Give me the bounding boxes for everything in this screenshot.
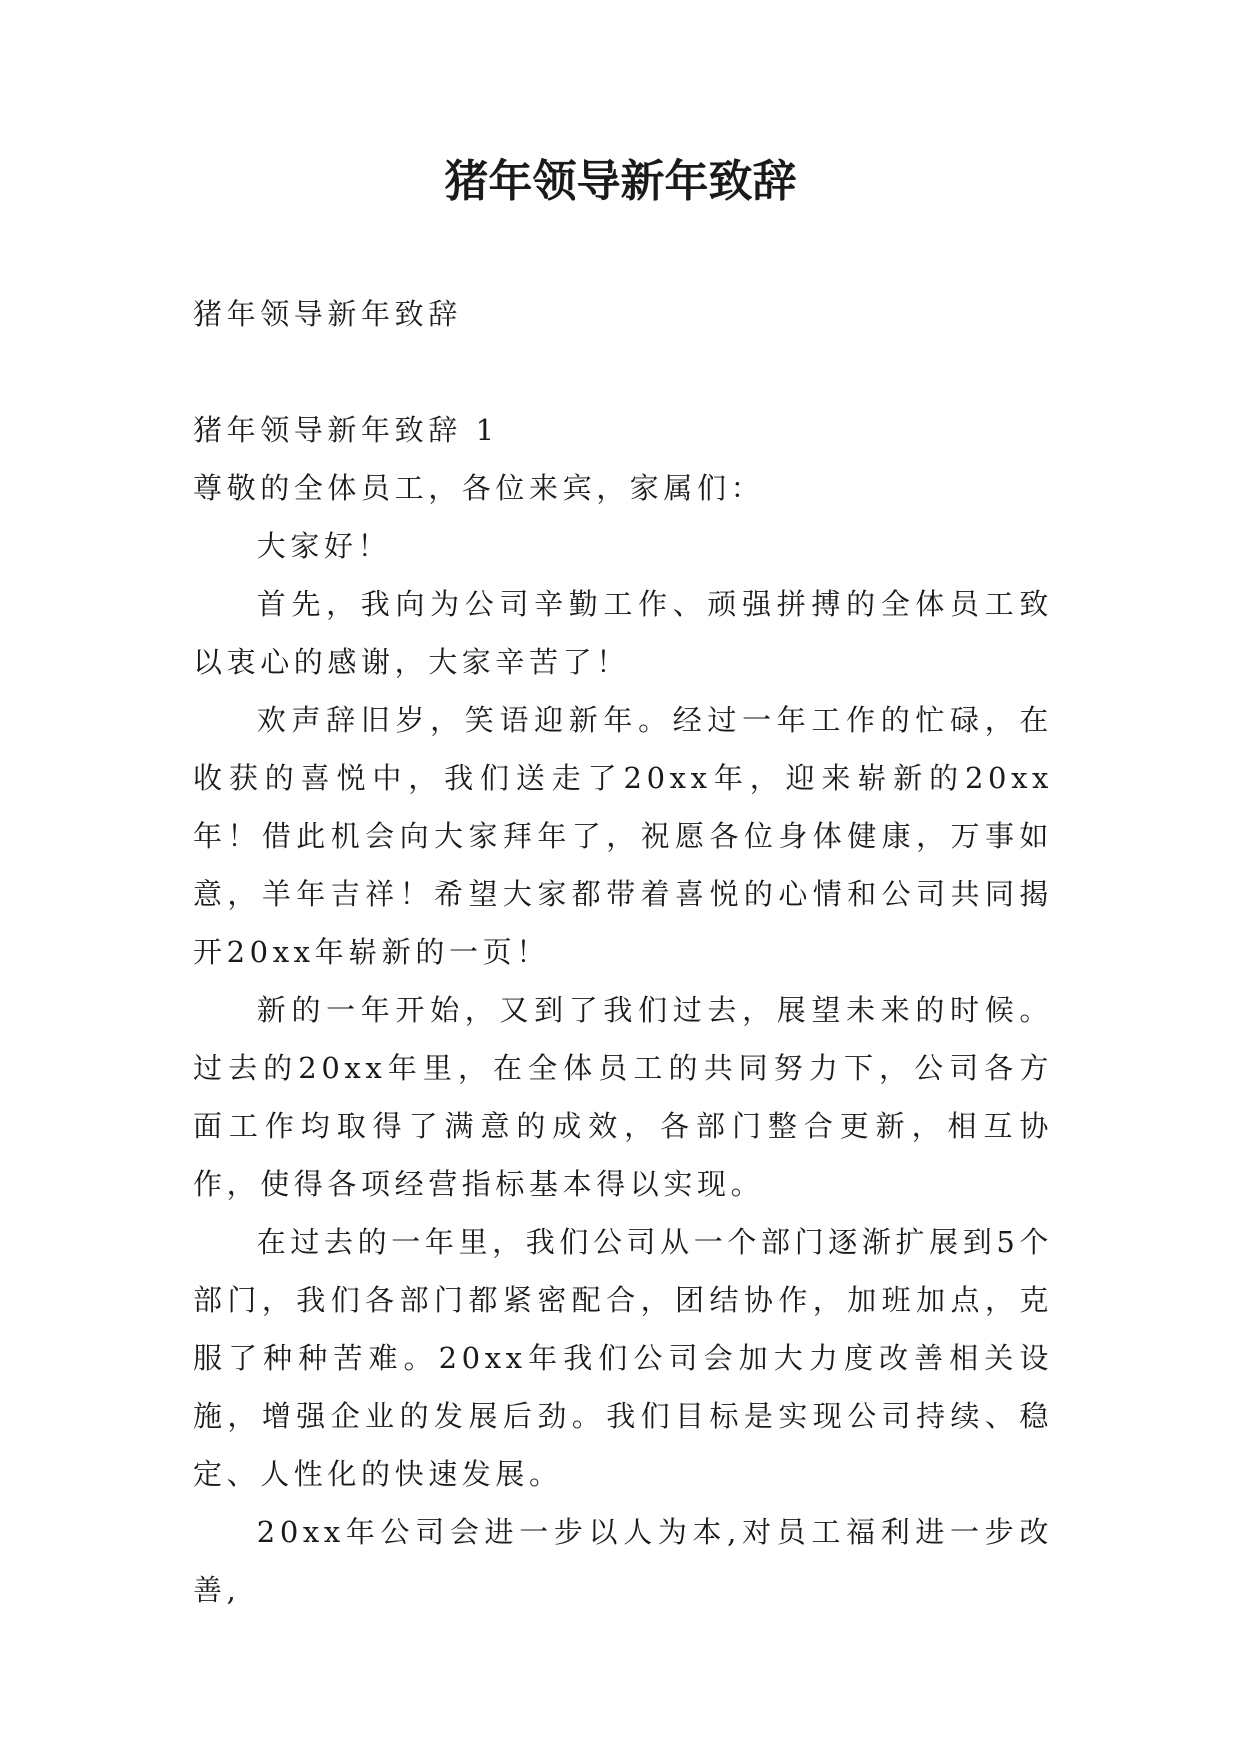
document-title: 猪年领导新年致辞: [444, 156, 797, 207]
paragraph: 在过去的一年里，我们公司从一个部门逐渐扩展到5个部门，我们各部门都紧密配合，团结协作，加班加点，克服了种种苦难。20xx年我们公司会加大力度改善相关设施，增强企业的发展后劲。我们目标是实现公司持续、稳定、人性化的快速发展。: [193, 1225, 1053, 1491]
salutation: 尊敬的全体员工，各位来宾，家属们：: [193, 471, 765, 505]
document-body: [193, 285, 1053, 1619]
paragraph: 20xx年公司会进一步以人为本,对员工福利进一步改善,: [193, 1515, 1053, 1607]
section-heading: 猪年领导新年致辞 1: [193, 413, 499, 447]
paragraph: 欢声辞旧岁，笑语迎新年。经过一年工作的忙碌，在收获的喜悦中，我们送走了20xx年，迎来崭新的20xx年！借此机会向大家拜年了，祝愿各位身体健康，万事如意，羊年吉祥！希望大家都带着喜悦的心情和公司共同揭开20xx年崭新的一页！: [193, 703, 1053, 969]
paragraph: 大家好！: [256, 529, 392, 563]
paragraph: 新的一年开始，又到了我们过去，展望未来的时候。过去的20xx年里，在全体员工的共同努力下，公司各方面工作均取得了满意的成效，各部门整合更新，相互协作，使得各项经营指标基本得以实现。: [193, 993, 1053, 1201]
spacer: [193, 343, 1053, 401]
document-subtitle: 猪年领导新年致辞: [193, 297, 462, 331]
paragraph: 首先，我向为公司辛勤工作、顽强拼搏的全体员工致以衷心的感谢，大家辛苦了！: [193, 587, 1053, 679]
